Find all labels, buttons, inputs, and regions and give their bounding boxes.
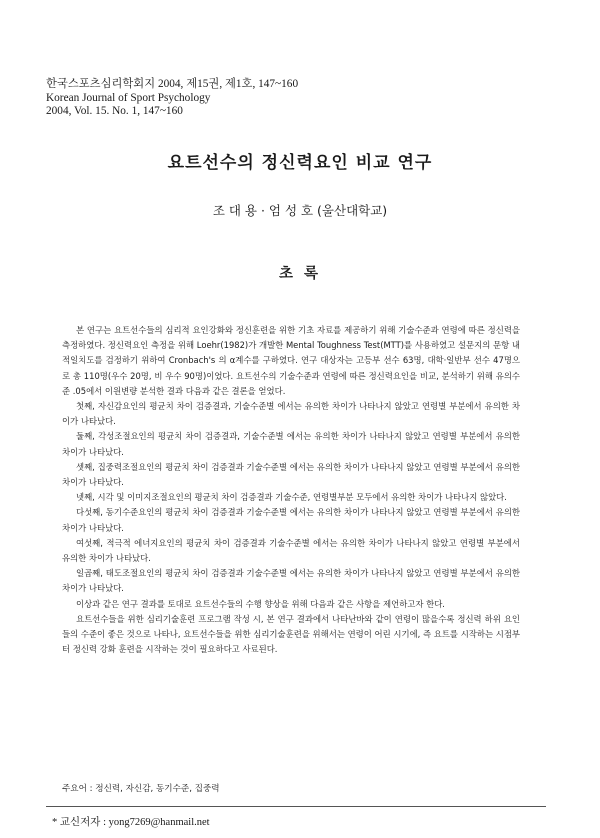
abstract-paragraph-suggestion: 이상과 같은 연구 결과를 토대로 요트선수들의 수행 향상을 위해 다음과 같은 사항을 제언하고자 한다. [76, 598, 445, 609]
journal-header-volume: 2004, Vol. 15. No. 1, 147~160 [46, 105, 183, 117]
abstract-paragraph-3: 셋째, 집중력조절요인의 평균치 차이 검증결과 기술수준별 에서는 유의한 차이가 나타나지 않았고 연령별 부분에서 유의한 차이가 나타났다. [62, 461, 520, 488]
abstract-paragraph-6: 여섯째, 적극적 에너지요인의 평균치 차이 검증결과 기술수준별 에서는 유의한 차이가 나타나지 않았고 연령별 부분에서 유의한 차이가 나타났다. [62, 537, 520, 564]
journal-header-english: Korean Journal of Sport Psychology [46, 91, 211, 104]
abstract-paragraph-1: 첫째, 자신감요인의 평균치 차이 검증결과, 기술수준별 에서는 유의한 차이가 나타나지 않았고 연령별 부분에서 유의한 차이가 나타났다. [62, 401, 520, 427]
paper-title: 요트선수의 정신력요인 비교 연구 [167, 153, 433, 173]
abstract-body [62, 323, 520, 657]
abstract-paragraph-7: 일곱째, 태도조절요인의 평균치 차이 검증결과 기술수준별 에서는 유의한 차이가 나타나지 않았고 연령별 부분에서 유의한 차이가 나타났다. [62, 568, 520, 594]
abstract-paragraph-conclusion: 요트선수들을 위한 심리기술훈련 프로그램 작성 시, 본 연구 결과에서 나타난바와 같이 연령이 많을수록 정신력 하위 요인들의 수준이 좋은 것으로 나타나, 요트선수들을 위한 심리기술훈련을 위해서는 연령이 어린 시기에, 즉 요트를 시작하는 시점부터 정신력 강화 훈련을 시작하는 것이 필요하다고 사료된다. [62, 613, 520, 655]
journal-header-korean: 한국스포츠심리학회지 2004, 제15권, 제1호, 147~160 [46, 78, 299, 90]
abstract-paragraph-intro: 본 연구는 요트선수들의 심리적 요인강화와 정신훈련을 위한 기초 자료를 제공하기 위해 기술수준과 연령에 따른 정신력을 측정하였다. 정신력요인 측정을 위해 Loehr(1982)가 개발한 Mental Toughness Test(MTT)를 사용하였고 설문지의 문항 내적일치도를 검정하기 위하여 Cronbach's 의 α계수를 구하였다. 연구 대상자는 고등부 선수 63명, 대학·일반부 선수 47명으로 총 110명(우수 20명, 비 우수 90명)이었다. 요트선수의 기술수준과 연령에 따른 정신력요인을 비교, 분석하기 위해 유의수준 .05에서 이원변량 분석한 결과 다음과 같은 결론을 얻었다. [62, 325, 520, 396]
journal-header [46, 78, 298, 119]
author-line: 조 대 용 · 엄 성 호 (울산대학교) [212, 203, 388, 218]
abstract-heading: 초 록 [278, 266, 322, 282]
abstract-paragraph-5: 다섯째, 동기수준요인의 평균치 차이 검증결과 기술수준별 에서는 유의한 차이가 나타나지 않았고 연령별 부분에서 유의한 차이가 나타났다. [62, 507, 520, 533]
abstract-paragraph-2: 둘째, 각성조절요인의 평균치 차이 검증결과, 기술수준별 에서는 유의한 차이가 나타나지 않았고 연령별 부분에서 유의한 차이가 나타났다. [62, 431, 520, 457]
abstract-paragraph-4: 넷째, 시각 및 이미지조절요인의 평균치 차이 검증결과 기술수준, 연령별부분 모두에서 유의한 차이가 나타나지 않았다. [76, 492, 507, 503]
keywords: 주요어 : 정신력, 자신감, 동기수준, 집중력 [62, 784, 220, 794]
corresponding-author-footnote: * 교신저자 : yong7269@hanmail.net [52, 817, 210, 828]
footnote-divider [46, 806, 546, 807]
